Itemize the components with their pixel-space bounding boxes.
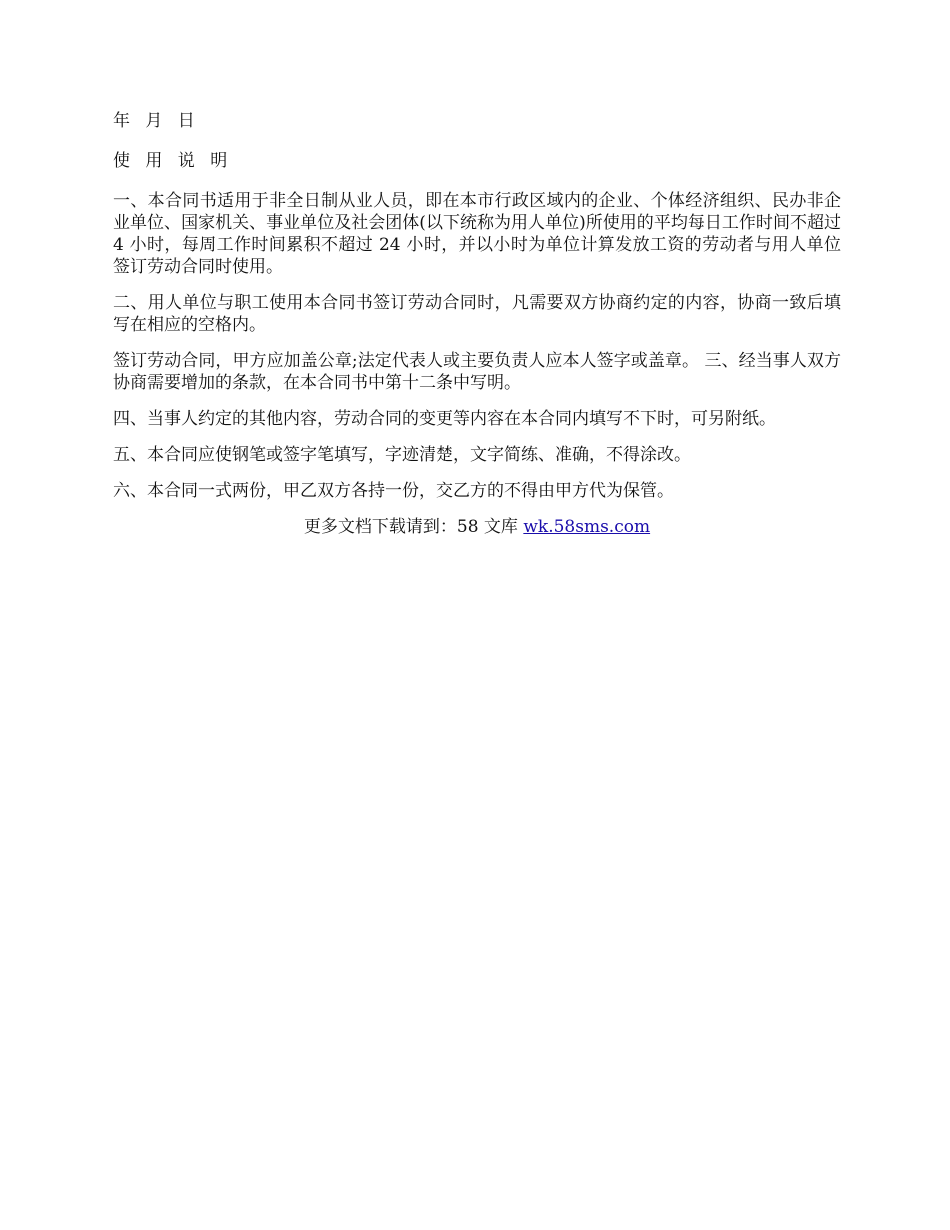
paragraph-1: 一、本合同书适用于非全日制从业人员，即在本市行政区域内的企业、个体经济组织、民办非企业单位、国家机关、事业单位及社会团体(以下统称为用人单位)所使用的平均每日工作时间不超过 4 小时，每周工作时间累积不超过 24 小时，并以小时为单位计算发放工资的劳动者与用人单位签订劳动合同时使用。 [113,191,841,277]
document-page [113,110,841,538]
paragraph-5: 五、本合同应使钢笔或签字笔填写，字迹清楚，文字简练、准确，不得涂改。 [113,445,691,465]
paragraph-6: 六、本合同一式两份，甲乙双方各持一份，交乙方的不得由甲方代为保管。 [113,481,674,501]
paragraph-3: 签订劳动合同，甲方应加盖公章;法定代表人或主要负责人应本人签字或盖章。 三、经当事人双方协商需要增加的条款，在本合同书中第十二条中写明。 [113,351,841,393]
paragraph-2: 二、用人单位与职工使用本合同书签订劳动合同时，凡需要双方协商约定的内容，协商一致后填写在相应的空格内。 [113,293,841,335]
footer-download-line [113,516,841,538]
footer-link[interactable]: wk.58sms.com [523,517,651,537]
usage-instructions-heading: 使 用 说 明 [113,151,233,171]
footer-prefix: 更多文档下载请到：58 文库 [303,517,524,537]
paragraph-4: 四、当事人约定的其他内容，劳动合同的变更等内容在本合同内填写不下时，可另附纸。 [113,409,776,429]
date-line: 年 月 日 [113,111,200,131]
